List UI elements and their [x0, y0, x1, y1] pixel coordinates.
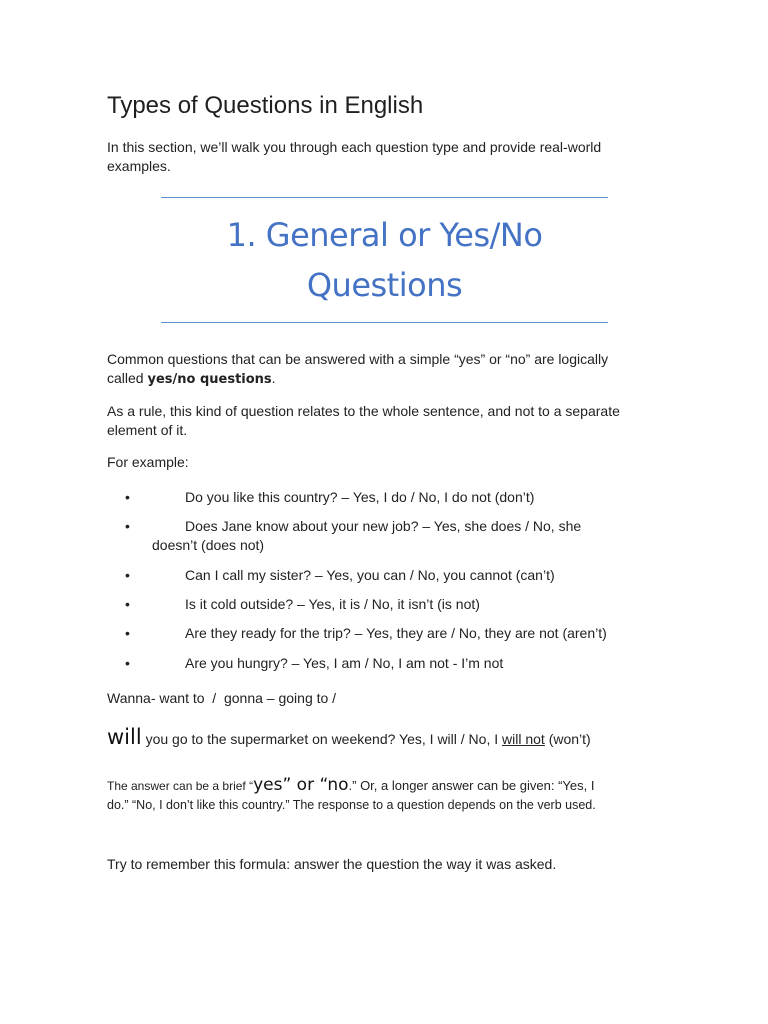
will-example-line — [107, 725, 591, 749]
document-title: Types of Questions in English — [107, 92, 424, 119]
bullet-icon: • — [125, 489, 130, 505]
section-heading-line-1: 1. General or Yes/No — [226, 216, 543, 254]
answer-line-2: do.” “No, I don’t like this country.” The response to a question depends on the verb used. — [107, 798, 596, 812]
intro-paragraph — [107, 138, 601, 176]
list-item — [125, 566, 645, 585]
rule-paragraph — [107, 402, 620, 440]
formula-line: Try to remember this formula: answer the question the way it was asked. — [107, 856, 557, 872]
answer-line-1 — [107, 776, 596, 796]
list-item — [125, 488, 645, 507]
wanna-gonna-line: Wanna- want to / gonna – going to / — [107, 690, 337, 706]
list-item — [125, 624, 645, 643]
answer-rest: .” Or, a longer answer can be given: “Yes, I — [348, 778, 595, 793]
list-item-text: Does Jane know about your new job? – Yes, she does / No, she — [185, 518, 582, 534]
heading-top-rule — [161, 197, 608, 198]
for-example-label: For example: — [107, 454, 189, 470]
definition-suffix: . — [271, 370, 276, 386]
rule-line-1: As a rule, this kind of question relates to the whole sentence, and not to a separate — [107, 403, 620, 419]
intro-line-2: examples. — [107, 158, 171, 174]
definition-line-1: Common questions that can be answered with a simple “yes” or “no” are logically — [107, 351, 609, 367]
bullet-icon: • — [125, 567, 130, 583]
section-heading-line-2: Questions — [306, 266, 463, 304]
list-item-text: Is it cold outside? – Yes, it is / No, it isn’t (is not) — [185, 596, 480, 612]
answer-paragraph — [107, 776, 596, 815]
bullet-icon: • — [125, 655, 130, 671]
list-item — [125, 654, 645, 673]
bullet-icon: • — [125, 518, 130, 534]
definition-bold-term: yes/no questions — [147, 372, 272, 387]
list-item-text: Are they ready for the trip? – Yes, they are / No, they are not (aren’t) — [185, 625, 607, 641]
definition-line-2 — [107, 369, 608, 389]
list-item-text: Can I call my sister? – Yes, you can / No, you cannot (can’t) — [185, 567, 555, 583]
will-sentence: you go to the supermarket on weekend? Yes, I will / No, I — [141, 731, 503, 747]
answer-yes-no-emphasis: yes” or “no — [253, 775, 349, 795]
will-word: will — [107, 725, 142, 749]
bullet-icon: • — [125, 596, 130, 612]
will-sentence-tail: (won’t) — [544, 731, 591, 747]
list-item-continuation: doesn’t (does not) — [152, 537, 265, 553]
answer-lead: The answer can be a brief “ — [107, 779, 254, 793]
list-item-text: Are you hungry? – Yes, I am / No, I am not - I’m not — [185, 655, 504, 671]
definition-prefix: called — [107, 370, 148, 386]
bullet-icon: • — [125, 625, 130, 641]
heading-bottom-rule — [161, 322, 608, 323]
list-item-text: Do you like this country? – Yes, I do / No, I do not (don’t) — [185, 489, 535, 505]
rule-line-2: element of it. — [107, 422, 188, 438]
yes-no-definition-paragraph — [107, 350, 608, 389]
section-heading — [161, 210, 608, 310]
list-item — [125, 595, 645, 614]
intro-line-1: In this section, we’ll walk you through each question type and provide real-world — [107, 139, 602, 155]
list-item — [125, 517, 645, 555]
will-not-underlined: will not — [502, 731, 545, 747]
